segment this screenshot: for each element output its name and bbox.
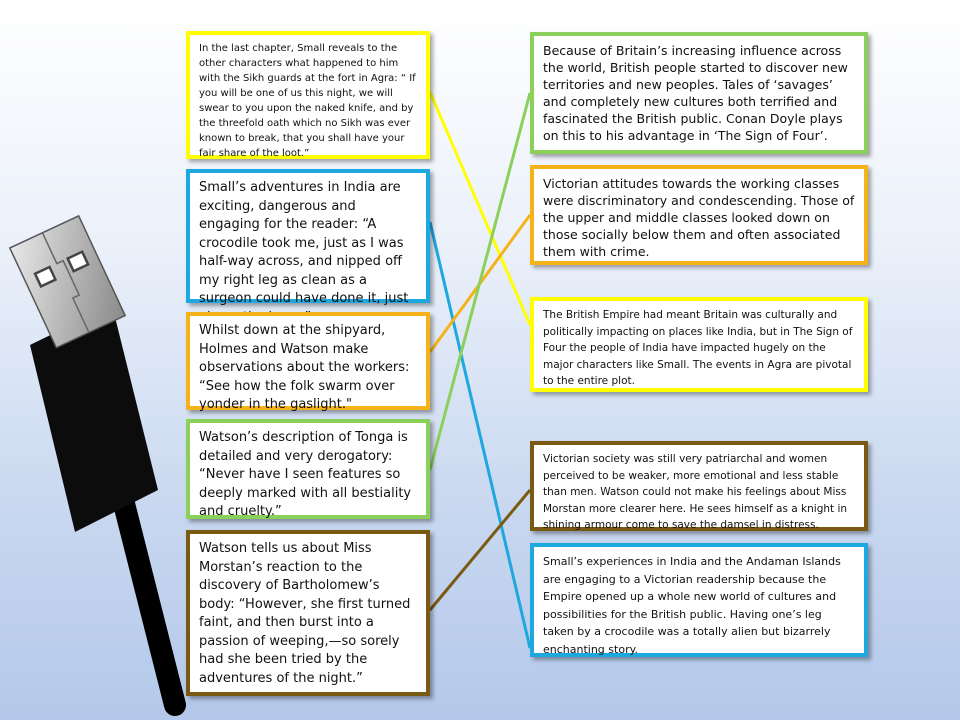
quote-box-tonga: Watson’s description of Tonga is detailed and very derogatory: “Never have I seen features so deeply marked with all bestiality and cruelty.”: [186, 419, 430, 519]
context-box-working-classes: Victorian attitudes towards the working classes were discriminatory and condescending. Those of the upper and middle classes looked down on those socially below them and often associated them with crime.: [530, 165, 868, 265]
context-box-british-empire: The British Empire had meant Britain was culturally and politically impacting on places like India, but in The Sign of Four the people of India have impacted hugely on the major characters like Small. The events in Agra are pivotal to the entire plot.: [530, 297, 868, 392]
context-box-patriarchal-society: Victorian society was still very patriarchal and women perceived to be weaker, more emotional and less stable than men. Watson could not make his feelings about Miss Morstan more clearer here. He sees himself as a knight in shining armour come to save the damsel in distress.: [530, 441, 868, 531]
quote-box-morstan: Watson tells us about Miss Morstan’s reaction to the discovery of Bartholomew’s body: “However, she first turned faint, and then burst into a passion of weeping,—so sorely had she been tried by the adventures of the night.”: [186, 530, 430, 696]
link-brown-morstan: [430, 490, 530, 610]
quote-box-crocodile: Small’s adventures in India are exciting, dangerous and engaging for the reader: “A crocodile took me, just as I was half-way across, and nipped off my right leg as clean as a surgeon could have done it, just: [186, 169, 430, 303]
quote-box-shipyard: Whilst down at the shipyard, Holmes and Watson make observations about the workers: “See how the folk swarm over yonder in the gaslight.": [186, 312, 430, 410]
context-box-empire-readership: Small’s experiences in India and the Andaman Islands are engaging to a Victorian readership because the Empire opened up a whole new world of cultures and possibilities for the British public. Having one’s leg taken by a crocodile was a totally alien but bizarrely enchanting story.: [530, 543, 868, 657]
quote-box-agra: In the last chapter, Small reveals to the other characters what happened to him with the Sikh guards at the fort in Agra: “ If you will be one of us this night, we will swear to you upon the naked knife, and by the threefold oath which no Sikh was ever known to break, that you shall have your fair share of the loot.”: [186, 31, 430, 159]
context-box-new-peoples: Because of Britain’s increasing influence across the world, British people started to discover new territories and new peoples. Tales of ‘savages’ and completely new cultures both terrified and fascinated the British public. Conan Doyle plays on this to his advantage in ‘The Sign of Four’.: [530, 32, 868, 154]
